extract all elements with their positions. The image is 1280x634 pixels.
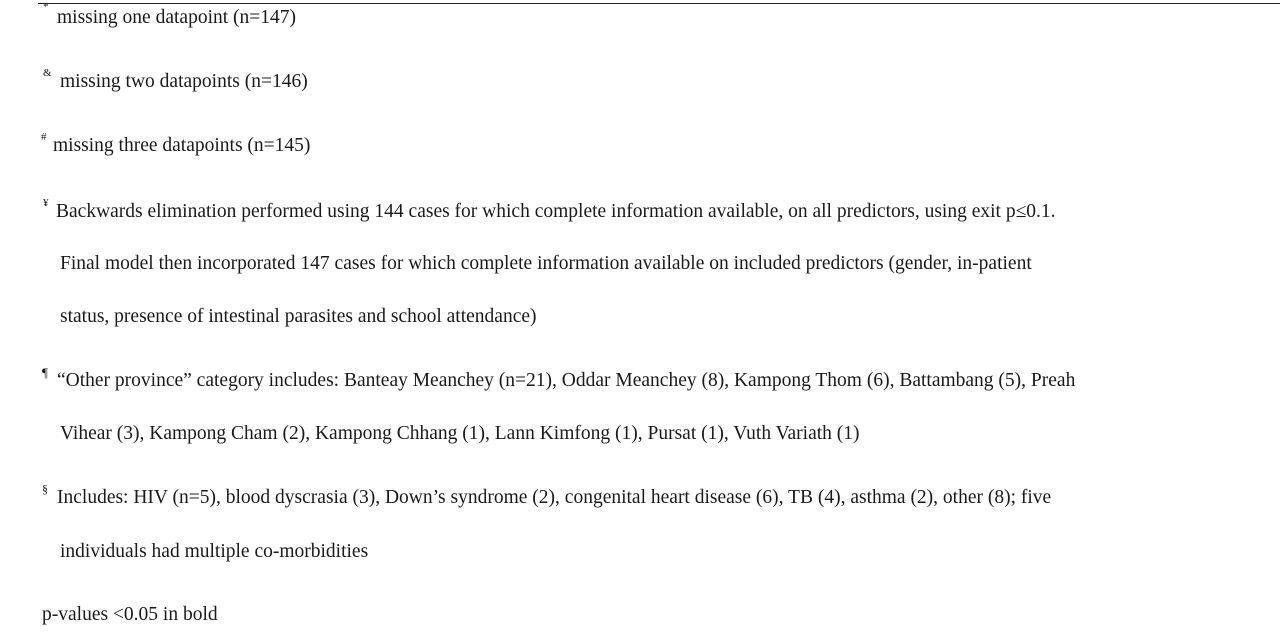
footnote-marker: ¥ [43,197,49,209]
footnote-text: status, presence of intestinal parasites and school attendance) [60,306,537,327]
footnote-marker: * [43,1,49,13]
footnote-marker: ¶ [42,365,48,380]
footnote-text: Vihear (3), Kampong Cham (2), Kampong Chhang (1), Lann Kimfong (1), Pursat (1), Vuth Variath (1) [60,423,860,444]
footnote-text: Backwards elimination performed using 144 cases for which complete information available, on all predictors, using exit p≤0.1. [56,201,1056,222]
pvalue-note-text: p-values <0.05 in bold [42,604,218,625]
footnote-marker: # [41,131,47,143]
footnote-text: Final model then incorporated 147 cases for which complete information available on included predictors (gender, in-patient [60,253,1032,274]
footnote-text: Includes: HIV (n=5), blood dyscrasia (3), Down’s syndrome (2), congenital heart disease (6), TB (4), asthma (2), other (8); five [57,487,1052,508]
footnote-marker: § [42,482,48,496]
footnote-text: missing one datapoint (n=147) [57,7,297,28]
footnote-text: “Other province” category includes: Banteay Meanchey (n=21), Oddar Meanchey (8), Kampong Thom (6), Battambang (5), Preah [57,370,1076,391]
top-rule [38,3,1280,4]
footnote-marker: & [43,67,52,79]
footnote-text: missing three datapoints (n=145) [53,135,311,156]
footnote-text: missing two datapoints (n=146) [60,71,308,92]
footnote-text: individuals had multiple co-morbidities [60,541,369,562]
